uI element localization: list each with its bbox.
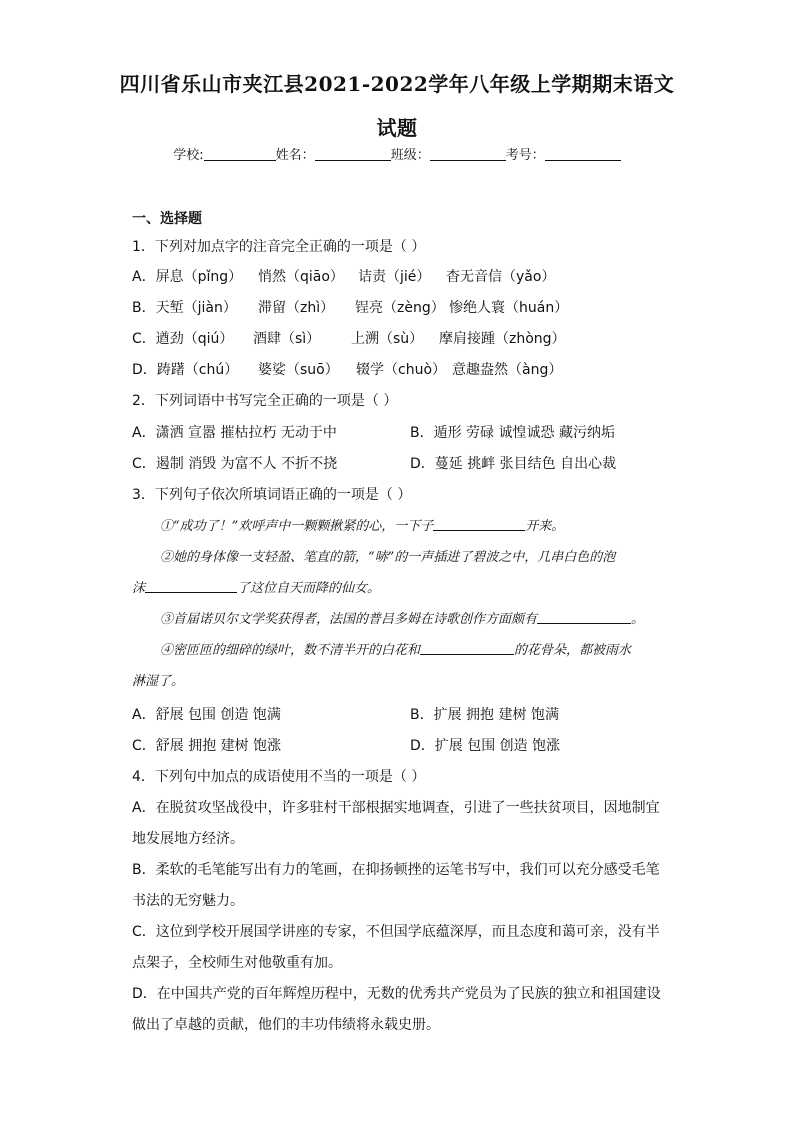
q1-a-item3: 诘责（jié） bbox=[358, 269, 431, 285]
q1-d-item1: D．踌躇（chú） bbox=[132, 362, 239, 378]
q2-option-d: D．蔓延 挑衅 张目结色 自出心裁 bbox=[410, 456, 617, 472]
q3-s2-text-c: 了这位自天而降的仙女。 bbox=[237, 581, 381, 596]
q1-b-item4: 惨绝人寰（huán） bbox=[449, 300, 569, 316]
q3-sentence-2-line2 bbox=[132, 577, 380, 596]
q1-stem: 1．下列对加点字的注音完全正确的一项是（ ） bbox=[132, 239, 426, 255]
q3-stem: 3．下列句子依次所填词语正确的一项是（ ） bbox=[132, 487, 412, 503]
q3-s2-text-b: 沫 bbox=[132, 581, 146, 596]
q1-d-item4: 意趣盎然（àng） bbox=[452, 362, 563, 378]
q3-sentence-4-line2: 淋湿了。 bbox=[132, 674, 185, 689]
q3-sentence-1 bbox=[160, 515, 564, 534]
q3-blank-4 bbox=[420, 642, 514, 655]
q4-option-b-line2: 书法的无穷魅力。 bbox=[132, 893, 244, 909]
section-heading: 一、选择题 bbox=[132, 211, 202, 227]
q3-option-c: C．舒展 拥抱 建树 饱涨 bbox=[132, 738, 282, 754]
q4-option-c-line1: C．这位到学校开展国学讲座的专家，不但国学底蕴深厚，而且态度和蔼可亲，没有半 bbox=[132, 924, 660, 940]
number-label: 考号： bbox=[505, 148, 545, 163]
q3-sentence-2-line1: ②她的身体像一支轻盈、笔直的箭，“哧”的一声插进了碧波之中，几串白色的泡 bbox=[160, 550, 616, 565]
q3-s1-text-b: 开来。 bbox=[525, 519, 565, 534]
q3-s3-text-b: 。 bbox=[631, 612, 645, 627]
q4-option-a-line2: 地发展地方经济。 bbox=[132, 831, 244, 847]
q2-option-c: C．遏制 消毁 为富不人 不折不挠 bbox=[132, 456, 338, 472]
q1-d-item2: 婆娑（suō） bbox=[258, 362, 339, 378]
q3-sentence-4-line1 bbox=[160, 639, 631, 658]
q1-c-item3: 上溯（sù） bbox=[351, 331, 424, 347]
q3-blank-2 bbox=[145, 580, 237, 593]
exam-title-line1: 四川省乐山市夹江县2021-2022学年八年级上学期期末语文 bbox=[119, 72, 675, 96]
q3-blank-3 bbox=[537, 611, 631, 624]
q1-a-item1: A．屏息（pǐng） bbox=[132, 269, 243, 285]
q3-s3-text-a: ③首届诺贝尔文学奖获得者，法国的普吕多姆在诗歌创作方面颇有 bbox=[160, 612, 538, 627]
exam-title-line2: 试题 bbox=[376, 116, 418, 140]
school-label: 学校: bbox=[173, 148, 204, 163]
q3-option-a: A．舒展 包围 创造 饱满 bbox=[132, 707, 281, 723]
q3-s4-text-b: 的花骨朵，都被雨水 bbox=[514, 643, 632, 658]
q4-option-c-line2: 点架子，全校师生对他敬重有加。 bbox=[132, 955, 342, 971]
class-blank bbox=[430, 148, 506, 161]
q1-a-item4: 杳无音信（yǎo） bbox=[446, 269, 556, 285]
q2-option-b: B．遁形 劳碌 诚惶诚恐 藏污纳垢 bbox=[410, 425, 615, 441]
q1-a-item2: 悄然（qiāo） bbox=[258, 269, 344, 285]
q1-c-item2: 酒肆（sì） bbox=[253, 331, 321, 347]
q4-option-d-line2: 做出了卓越的贡献，他们的丰功伟绩将永载史册。 bbox=[132, 1017, 440, 1033]
q3-sentence-3 bbox=[160, 608, 644, 627]
q4-stem: 4．下列句中加点的成语使用不当的一项是（ ） bbox=[132, 769, 426, 785]
q4-option-d-line1: D．在中国共产党的百年辉煌历程中，无数的优秀共产党员为了民族的独立和祖国建设 bbox=[132, 986, 661, 1002]
q2-stem: 2．下列词语中书写完全正确的一项是（ ） bbox=[132, 393, 398, 409]
q3-s1-text-a: ①“成功了！”欢呼声中一颗颗揪紧的心，一下子 bbox=[160, 519, 434, 534]
q4-option-b-line1: B．柔软的毛笔能写出有力的笔画，在抑扬顿挫的运笔书写中，我们可以充分感受毛笔 bbox=[132, 862, 660, 878]
q1-c-item4: 摩肩接踵（zhòng） bbox=[439, 331, 566, 347]
q3-blank-1 bbox=[433, 518, 525, 531]
q1-b-item3: 锃亮（zèng） bbox=[355, 300, 445, 316]
q1-d-item3: 辍学（chuò） bbox=[356, 362, 447, 378]
q3-option-d: D．扩展 包围 创造 饱涨 bbox=[410, 738, 561, 754]
q1-b-item1: B．天堑（jiàn） bbox=[132, 300, 237, 316]
q3-s4-text-a: ④密匝匝的细碎的绿叶，数不清半开的白花和 bbox=[160, 643, 421, 658]
number-blank bbox=[545, 148, 621, 161]
student-info-row bbox=[0, 144, 794, 163]
q2-option-a: A．潇洒 宣嚣 摧枯拉朽 无动于中 bbox=[132, 425, 337, 441]
school-blank bbox=[204, 148, 276, 161]
name-label: 姓名： bbox=[275, 148, 315, 163]
q4-option-a-line1: A．在脱贫攻坚战役中，许多驻村干部根据实地调查，引进了一些扶贫项目，因地制宜 bbox=[132, 800, 660, 816]
q1-c-item1: C．遒劲（qiú） bbox=[132, 331, 234, 347]
class-label: 班级： bbox=[390, 148, 430, 163]
q1-b-item2: 滞留（zhì） bbox=[258, 300, 335, 316]
q3-option-b: B．扩展 拥抱 建树 饱满 bbox=[410, 707, 559, 723]
name-blank bbox=[315, 148, 391, 161]
